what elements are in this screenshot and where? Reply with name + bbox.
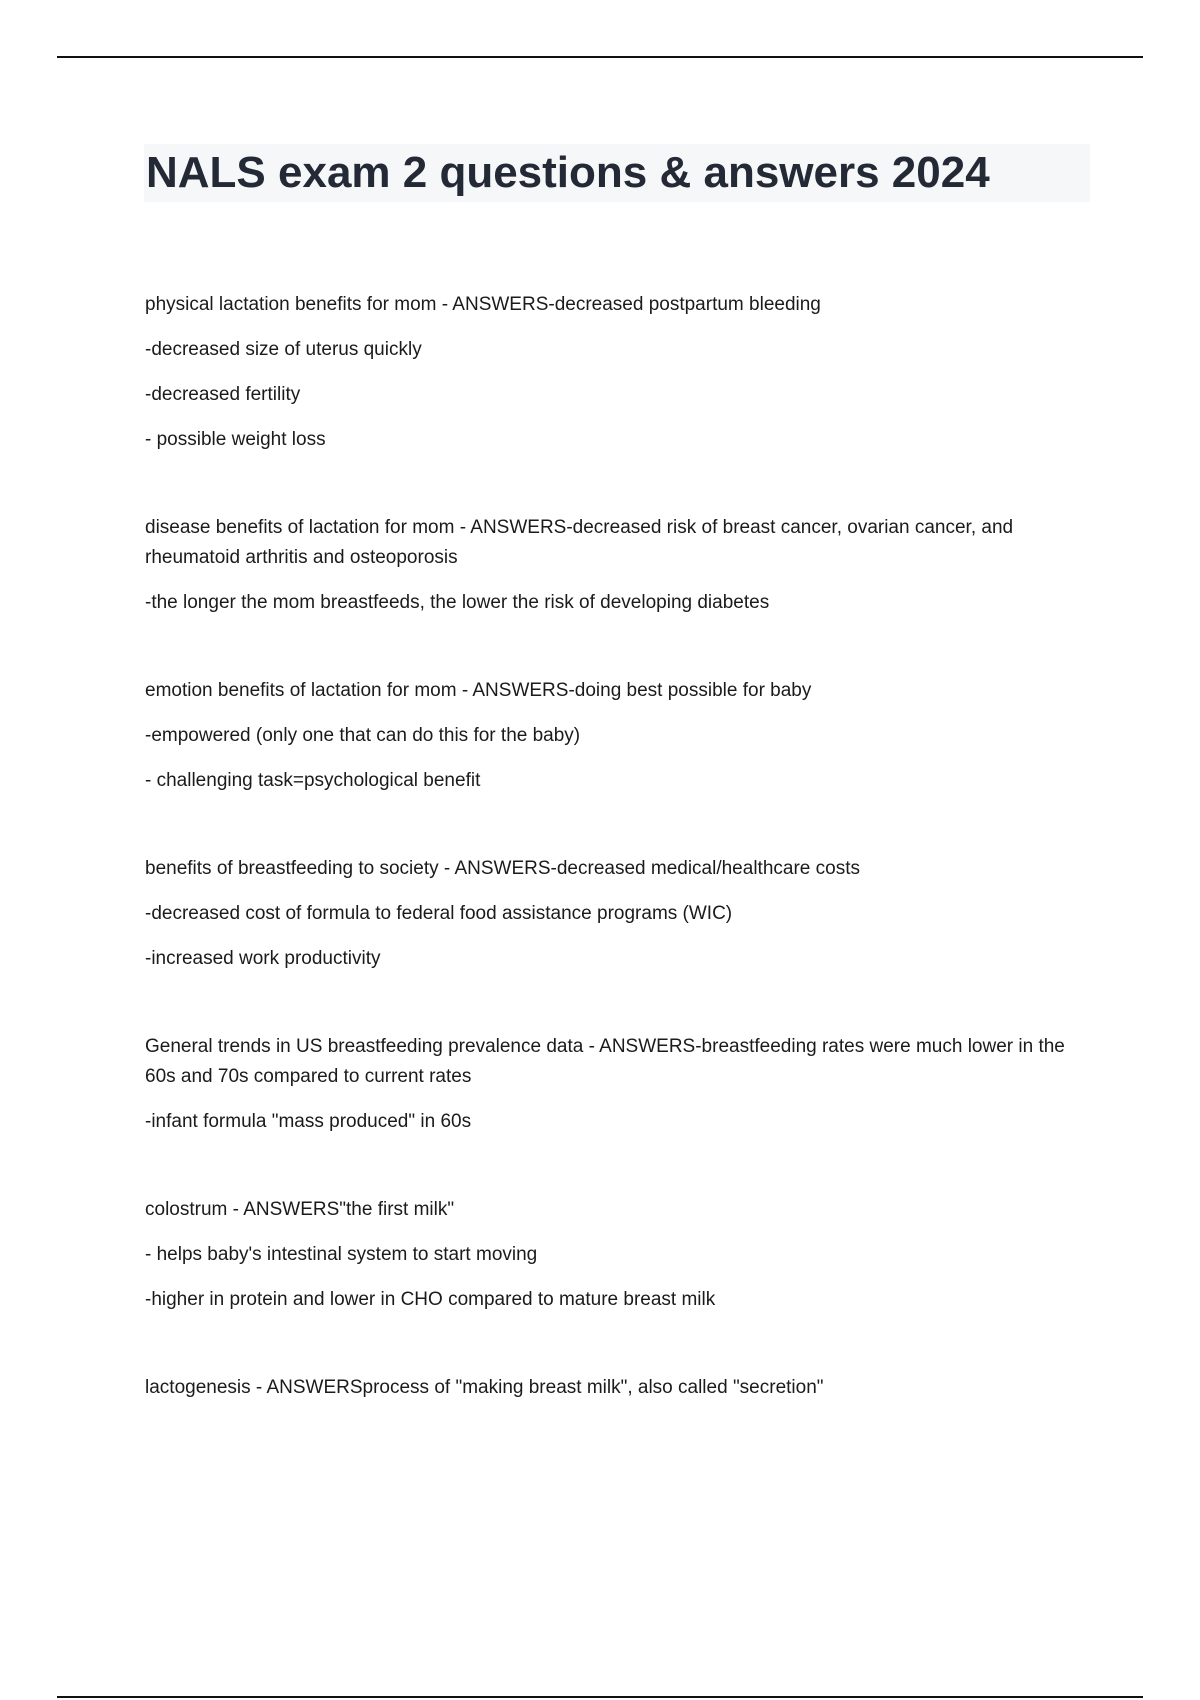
qa-question: emotion benefits of lactation for mom - ANSWERS-doing best possible for baby [145, 680, 812, 701]
qa-answer-line: -increased work productivity [145, 948, 381, 969]
qa-answer-line: -higher in protein and lower in CHO compared to mature breast milk [145, 1289, 716, 1310]
qa-answer-line: -decreased fertility [145, 384, 301, 405]
bottom-divider [57, 1696, 1143, 1698]
qa-entry [145, 1373, 1085, 1403]
top-divider [57, 56, 1143, 58]
qa-answer-line: - helps baby's intestinal system to start moving [145, 1244, 538, 1265]
qa-entry [145, 1195, 1085, 1315]
qa-answer-line: -empowered (only one that can do this for the baby) [145, 725, 581, 746]
page-title: NALS exam 2 questions & answers 2024 [146, 148, 990, 197]
qa-list [145, 290, 1085, 1461]
qa-question: physical lactation benefits for mom - ANSWERS-decreased postpartum bleeding [145, 294, 821, 315]
qa-answer-line: - challenging task=psychological benefit [145, 770, 481, 791]
qa-answer-line: -infant formula "mass produced" in 60s [145, 1111, 472, 1132]
qa-answer-line: -the longer the mom breastfeeds, the lower the risk of developing diabetes [145, 592, 770, 613]
qa-entry [145, 854, 1085, 974]
qa-question: colostrum - ANSWERS"the first milk" [145, 1199, 455, 1220]
qa-answer-line: -decreased size of uterus quickly [145, 339, 422, 360]
qa-answer-line: - possible weight loss [145, 429, 326, 450]
qa-entry [145, 513, 1085, 618]
title-block [144, 144, 1090, 202]
qa-question: disease benefits of lactation for mom - ANSWERS-decreased risk of breast cancer, ovarian cancer, and rheumatoid arthritis and osteoporosis [145, 517, 1014, 568]
qa-question: benefits of breastfeeding to society - ANSWERS-decreased medical/healthcare costs [145, 858, 860, 879]
qa-entry [145, 676, 1085, 796]
qa-question: lactogenesis - ANSWERSprocess of "making breast milk", also called "secretion" [145, 1377, 824, 1398]
qa-entry [145, 1032, 1085, 1137]
qa-question: General trends in US breastfeeding prevalence data - ANSWERS-breastfeeding rates were much lower in the 60s and 70s compared to current rates [145, 1036, 1065, 1087]
qa-entry [145, 290, 1085, 455]
qa-answer-line: -decreased cost of formula to federal food assistance programs (WIC) [145, 903, 733, 924]
